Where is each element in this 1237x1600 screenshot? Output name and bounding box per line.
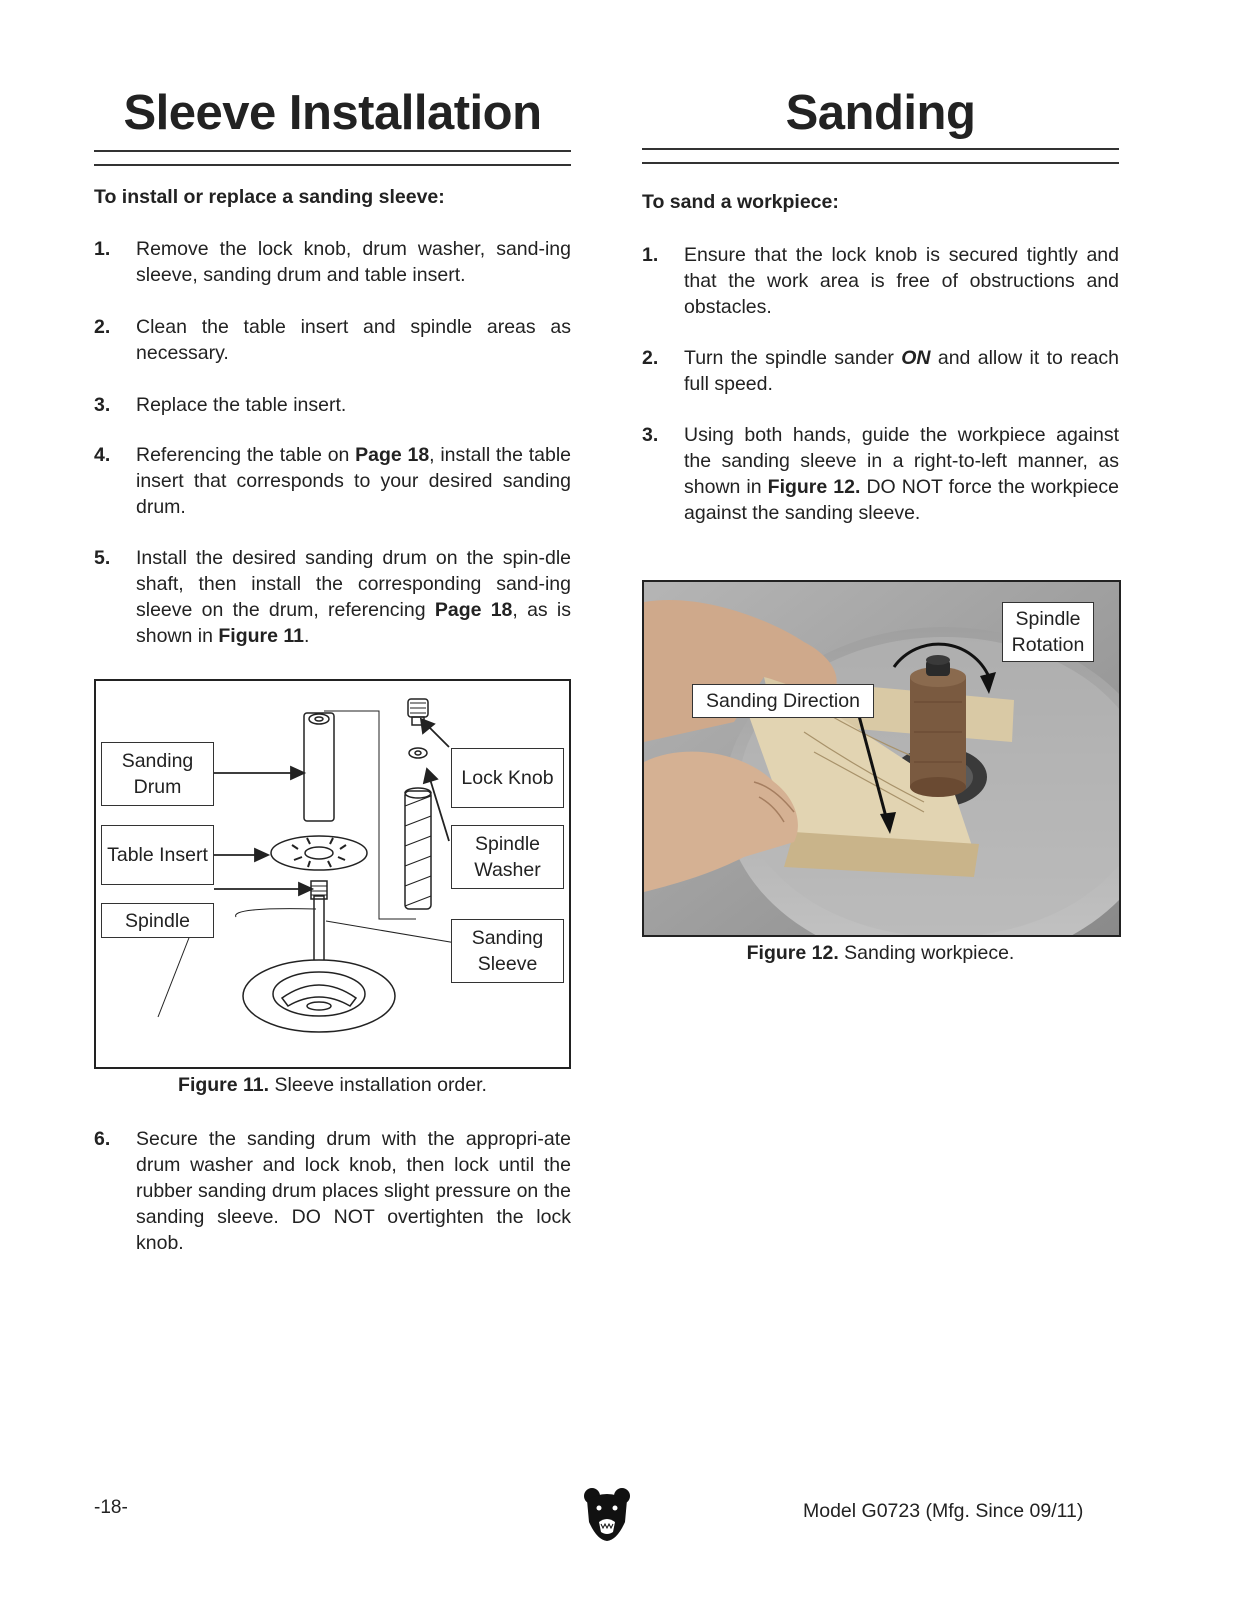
caption-label: Figure 11. — [178, 1074, 270, 1096]
step-text: Secure the sanding drum with the appropri-ate drum washer and lock knob, then lock until the rubber sanding drum places slight pressure on the sanding sleeve. DO NOT overtighten the lock knob. — [136, 1128, 571, 1254]
figure-12 — [642, 580, 1121, 937]
caption-label: Figure 12. — [746, 942, 839, 964]
step-text-part: Referencing the table on — [136, 444, 356, 466]
step-text-part: Using both hands, guide the workpiece against the sanding sleeve in a right-to-left manner, as shown in — [684, 424, 1119, 498]
label-spindle-rotation: Spindle Rotation — [1002, 602, 1094, 662]
page-number: -18- — [94, 1497, 128, 1518]
title-rule-bottom — [642, 162, 1119, 164]
step-text: Clean the table insert and spindle areas as necessary. — [136, 316, 571, 364]
right-intro: To sand a workpiece: — [642, 191, 839, 213]
step-text — [684, 422, 1119, 526]
left-step-2 — [94, 314, 571, 366]
bear-head-logo-icon — [583, 1486, 631, 1542]
step-number: 3. — [642, 424, 659, 446]
step-number: 1. — [642, 244, 659, 266]
section-title-sanding: Sanding — [785, 86, 976, 140]
page-reference: Page 18 — [355, 444, 430, 466]
title-rule-bottom — [94, 164, 571, 166]
label-lock-knob: Lock Knob — [451, 748, 564, 808]
caption-text: Sanding workpiece. — [838, 942, 1015, 964]
step-number: 1. — [94, 238, 111, 260]
left-step-4 — [94, 442, 571, 520]
page-reference: Page 18 — [434, 599, 513, 621]
step-number: 5. — [94, 547, 111, 569]
right-step-2 — [642, 345, 1119, 397]
section-title-sleeve-installation: Sleeve Installation — [123, 86, 542, 140]
step-number: 2. — [642, 347, 659, 369]
on-emphasis: ON — [901, 347, 931, 369]
left-step-1 — [94, 236, 571, 288]
step-text — [136, 545, 571, 649]
step-number: 3. — [94, 394, 111, 416]
step-text-part: DO NOT force the workpiece against the sanding sleeve. — [684, 476, 1119, 524]
step-text — [136, 442, 571, 520]
figure-11-caption — [94, 1074, 571, 1097]
label-sanding-sleeve: Sanding Sleeve — [451, 919, 564, 983]
left-step-6 — [94, 1126, 571, 1256]
label-spindle: Spindle — [101, 903, 214, 938]
step-number: 4. — [94, 444, 111, 466]
left-step-3 — [94, 392, 571, 418]
step-text: Ensure that the lock knob is secured tightly and that the work area is free of obstructions and obstacles. — [684, 244, 1119, 318]
step-text-part: Turn the spindle sander — [684, 347, 902, 369]
figure-12-caption — [642, 942, 1119, 965]
step-text-part: , as is shown in — [136, 599, 572, 647]
label-spindle-washer: Spindle Washer — [451, 825, 564, 889]
label-sanding-drum: Sanding Drum — [101, 742, 214, 806]
figure-reference: Figure 12. — [767, 476, 861, 498]
label-table-insert: Table Insert — [101, 825, 214, 885]
right-step-3 — [642, 422, 1119, 526]
step-text-part: , install the table insert that corresponds to your desired sanding drum. — [136, 444, 572, 518]
left-intro: To install or replace a sanding sleeve: — [94, 186, 445, 208]
figure-11 — [94, 679, 571, 1069]
step-number: 6. — [94, 1128, 111, 1150]
title-rule-top — [642, 148, 1119, 150]
step-number: 2. — [94, 316, 111, 338]
caption-text: Sleeve installation order. — [269, 1074, 487, 1096]
step-text-part: Install the desired sanding drum on the spin-dle shaft, then install the corresponding sand-ing sleeve on the drum, referencing — [136, 547, 571, 621]
step-text — [684, 345, 1119, 397]
right-step-1 — [642, 242, 1119, 320]
figure-reference: Figure 11 — [218, 625, 305, 647]
left-step-5 — [94, 545, 571, 649]
model-info: Model G0723 (Mfg. Since 09/11) — [803, 1500, 1084, 1522]
step-text-part: and allow it to reach full speed. — [684, 347, 1119, 395]
title-rule-top — [94, 150, 571, 152]
step-text-part: . — [304, 625, 310, 647]
step-text: Remove the lock knob, drum washer, sand-ing sleeve, sanding drum and table insert. — [136, 238, 571, 286]
label-sanding-direction: Sanding Direction — [692, 684, 874, 718]
step-text: Replace the table insert. — [136, 394, 347, 416]
